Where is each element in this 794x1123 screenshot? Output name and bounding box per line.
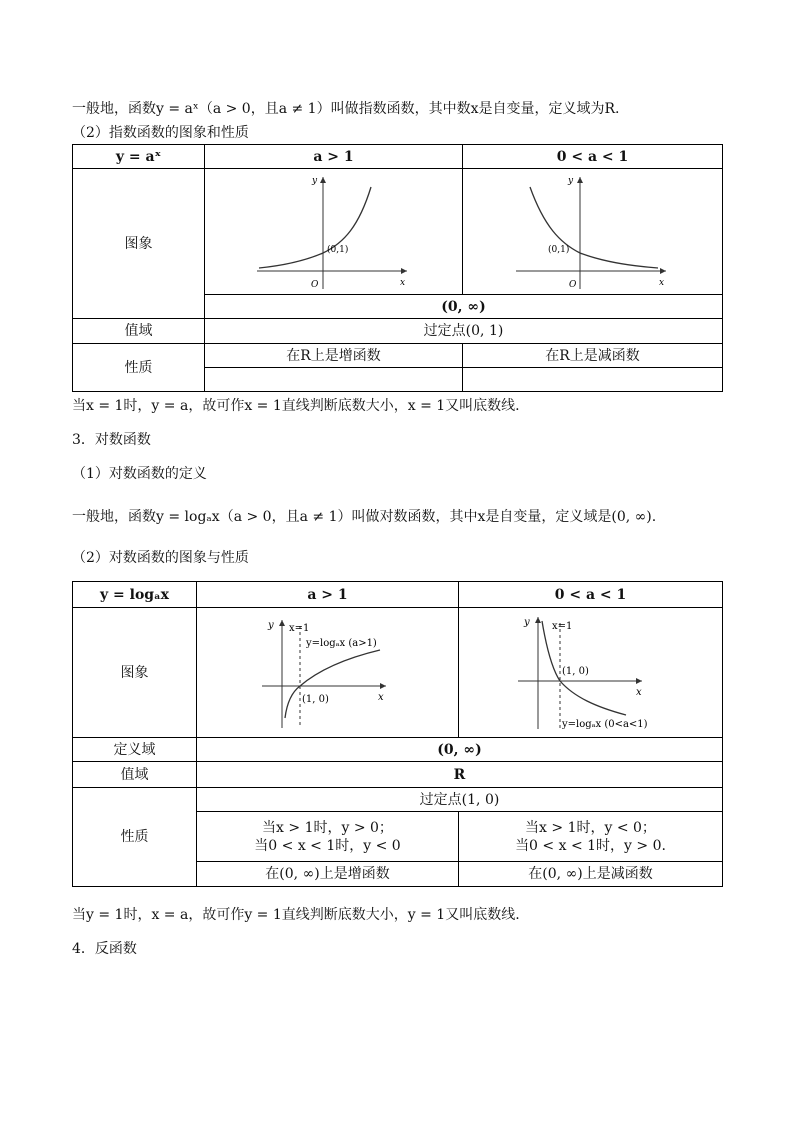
header-function: y = aˣ [73, 145, 205, 169]
exp-graph-gt1-cell [205, 169, 463, 295]
x-axis-label: x [399, 277, 405, 288]
header-a-gt-1: a > 1 [205, 145, 463, 169]
exp-graph-decreasing [508, 171, 678, 293]
curve-label: y=logₐx (a>1) [305, 637, 377, 649]
log-graph-lt1-cell [459, 608, 723, 738]
point-label: (0,1) [547, 244, 569, 255]
exp-curve-decreasing [530, 187, 658, 268]
sign-line-2: 当0 < x < 1时，y < 0 [254, 837, 401, 854]
log-sign-increasing [197, 812, 459, 862]
exp-function-table [72, 144, 723, 392]
y-axis-label: y [311, 175, 317, 186]
y-axis-label: y [523, 616, 530, 628]
x-equals-1-label: x=1 [288, 622, 309, 634]
exp-graph-increasing [249, 171, 419, 293]
exp-prop-increasing: 在R上是增函数 [205, 344, 463, 368]
y-axis-arrow [320, 177, 326, 183]
log-base-line-text: 当y = 1时，x = a，故可作y = 1直线判断底数大小，y = 1又叫底数线. [72, 907, 520, 923]
point-label: (1, 0) [301, 693, 329, 705]
sign-line-1: 当x > 1时，y < 0； [525, 819, 656, 836]
x-axis-arrow [380, 683, 386, 689]
header-a-gt-1: a > 1 [197, 582, 459, 608]
log-graph-increasing [258, 614, 398, 732]
y-axis-arrow [535, 617, 541, 623]
x-axis-arrow [401, 268, 407, 274]
log-mono-decreasing: 在(0, ∞)上是减函数 [459, 862, 723, 887]
row-label-range: 值域 [73, 319, 205, 344]
y-axis-arrow [279, 620, 285, 626]
section-3-title: 3．对数函数 [72, 432, 151, 448]
exp-base-line-text: 当x = 1时，y = a，故可作x = 1直线判断底数大小，x = 1又叫底数线. [72, 398, 520, 414]
log-function-table [72, 581, 723, 887]
y-axis-label: y [267, 619, 274, 631]
origin-label: O [310, 279, 318, 290]
header-a-lt-1: 0 < a < 1 [459, 582, 723, 608]
x-axis-label: x [377, 691, 384, 703]
empty-cell [205, 368, 463, 392]
curve-label: y=logₐx (0<a<1) [561, 718, 648, 730]
log-fixed-point: 过定点(1, 0) [197, 788, 723, 812]
section-3-1-title: （1）对数函数的定义 [72, 466, 207, 482]
section-3-2-title: （2）对数函数的图象与性质 [72, 550, 249, 566]
log-graph-decreasing [516, 611, 666, 735]
exp-range-value: 过定点(0, 1) [205, 319, 723, 344]
exp-graph-lt1-cell [463, 169, 723, 295]
point-label: (1, 0) [561, 665, 589, 677]
section-2-title: （2）指数函数的图象和性质 [72, 125, 249, 141]
y-axis-arrow [577, 177, 583, 183]
section-4-title: 4．反函数 [72, 941, 137, 957]
log-definition-text: 一般地，函数y = logₐx（a > 0，且a ≠ 1）叫做对数函数，其中x是自变量，定义域是(0, ∞). [72, 509, 657, 525]
exp-definition-text: 一般地，函数y = aˣ（a > 0，且a ≠ 1）叫做指数函数，其中数x是自变量，定义域为R. [72, 101, 620, 117]
header-a-lt-1: 0 < a < 1 [463, 145, 723, 169]
x-equals-1-label: x=1 [551, 620, 572, 632]
x-axis-arrow [660, 268, 666, 274]
x-axis-label: x [658, 277, 664, 288]
empty-cell [463, 368, 723, 392]
row-label-domain: 定义域 [73, 738, 197, 762]
log-mono-increasing: 在(0, ∞)上是增函数 [197, 862, 459, 887]
exp-prop-decreasing: 在R上是减函数 [463, 344, 723, 368]
row-label-property: 性质 [73, 344, 205, 392]
x-axis-arrow [636, 678, 642, 684]
origin-label: O [568, 279, 576, 290]
row-label-property: 性质 [73, 788, 197, 887]
log-curve-increasing [285, 650, 380, 718]
row-label-range: 值域 [73, 762, 197, 788]
exp-domain-value: (0, ∞) [205, 295, 723, 319]
log-graph-gt1-cell [197, 608, 459, 738]
header-function: y = logₐx [73, 582, 197, 608]
exp-curve-increasing [259, 187, 371, 268]
log-domain-value: (0, ∞) [197, 738, 723, 762]
sign-line-2: 当0 < x < 1时，y > 0. [515, 837, 666, 854]
log-range-value: R [197, 762, 723, 788]
point-label: (0,1) [326, 244, 348, 255]
row-label-graph: 图象 [73, 169, 205, 319]
sign-line-1: 当x > 1时，y > 0； [262, 819, 393, 836]
x-axis-label: x [635, 686, 642, 698]
row-label-graph: 图象 [73, 608, 197, 738]
y-axis-label: y [567, 175, 573, 186]
log-sign-decreasing [459, 812, 723, 862]
